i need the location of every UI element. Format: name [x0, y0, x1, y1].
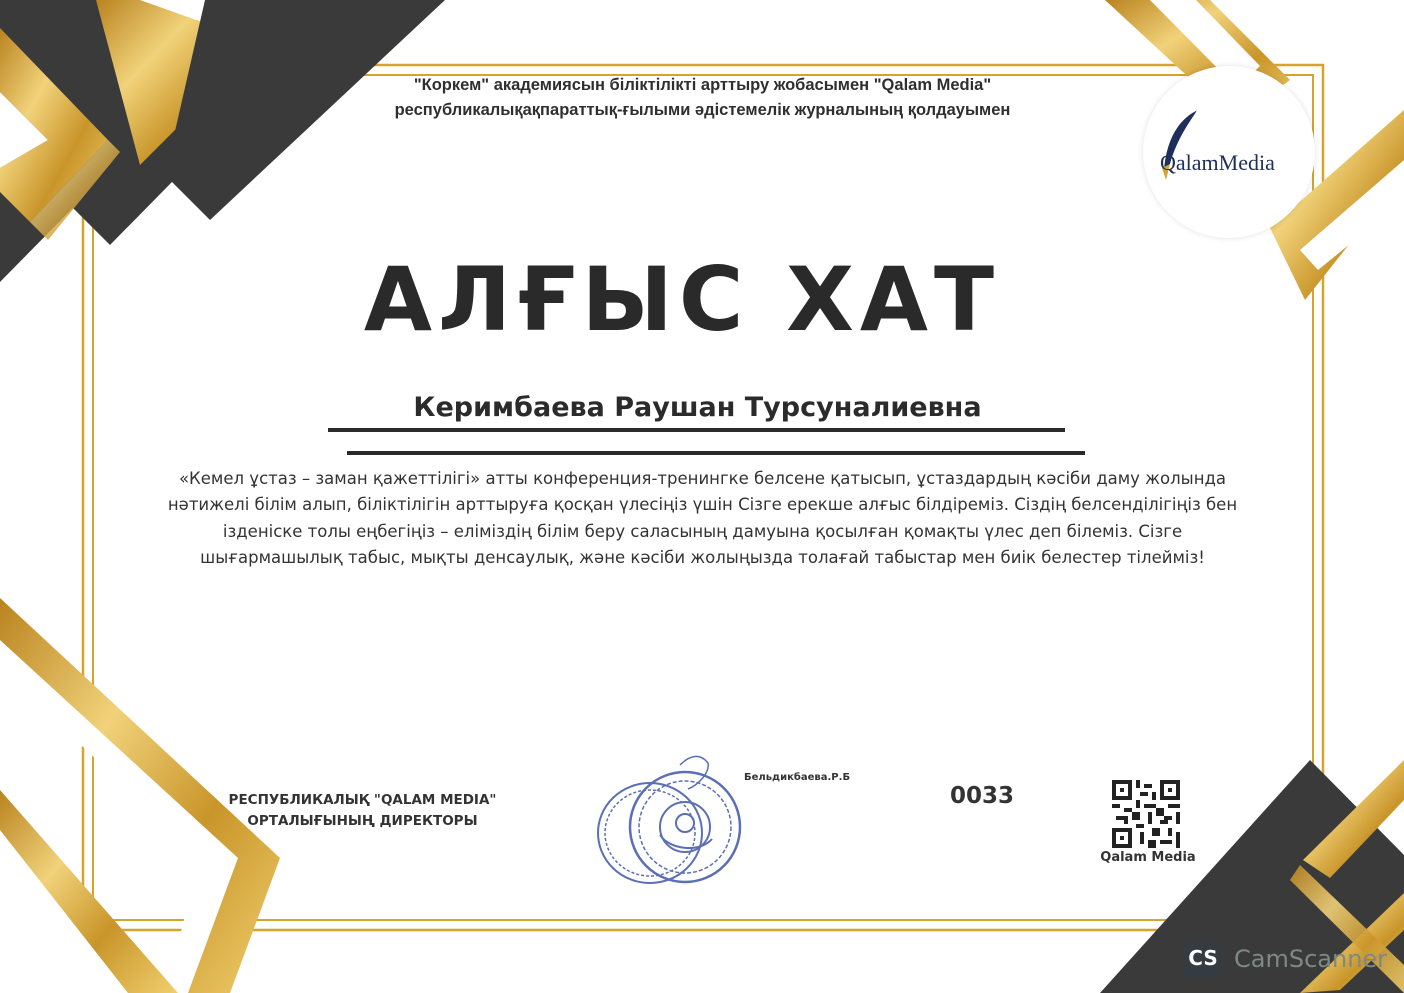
- recipient-name: Керимбаева Раушан Турсуналиевна: [413, 392, 982, 423]
- certificate-title: АЛҒЫС ХАТ: [363, 248, 1001, 351]
- logo-text: QalamMedia: [1160, 150, 1275, 175]
- name-underline: [328, 428, 1065, 432]
- name-underline-lower: [347, 451, 1085, 455]
- director-line-2: ОРТАЛЫҒЫНЫҢ ДИРЕКТОРЫ: [247, 813, 478, 829]
- body-text: «Кемел ұстаз – заман қажеттілігі» атты конференция-тренингке белсене қатысып, ұстаздардың кәсіби даму жолында нәтижелі білім алып, біліктілігін арттыруға қосқан үлесіңіз үшін Сізге ерекше алғыс білдіреміз. Сіздің белсенділігіңіз бен ізденіске толы еңбегіңіз – еліміздің білім беру саласының дамуына қосылған қомақты үлес деп білеміз. Сізге шығармашылық табыс, мықты денсаулық, және кәсіби жолыңызда толағай табыстар мен биік белестер тілейміз!: [167, 469, 1238, 567]
- header-line-2: республикалықақпараттық-ғылыми әдістемелік журналының қолдауымен: [394, 101, 1011, 119]
- top-left-ornament: [0, 0, 445, 282]
- camscanner-icon: CS: [1183, 941, 1223, 977]
- director-title: [200, 790, 525, 832]
- header-text: [250, 73, 1155, 123]
- header-line-1: "Коркем" академиясын біліктілікті арттыру жобасымен "Qalam Media": [413, 76, 992, 94]
- qr-code: [1112, 780, 1180, 848]
- camscanner-watermark: CamScanner: [1234, 945, 1388, 973]
- qr-caption: Qalam Media: [1100, 850, 1196, 865]
- stamp-seal: [590, 755, 760, 890]
- certificate-number: 0033: [950, 783, 1015, 809]
- signer-name: Бельдикбаева.Р.Б: [744, 772, 851, 783]
- director-line-1: РЕСПУБЛИКАЛЫҚ "QALAM MEDIA": [228, 792, 497, 808]
